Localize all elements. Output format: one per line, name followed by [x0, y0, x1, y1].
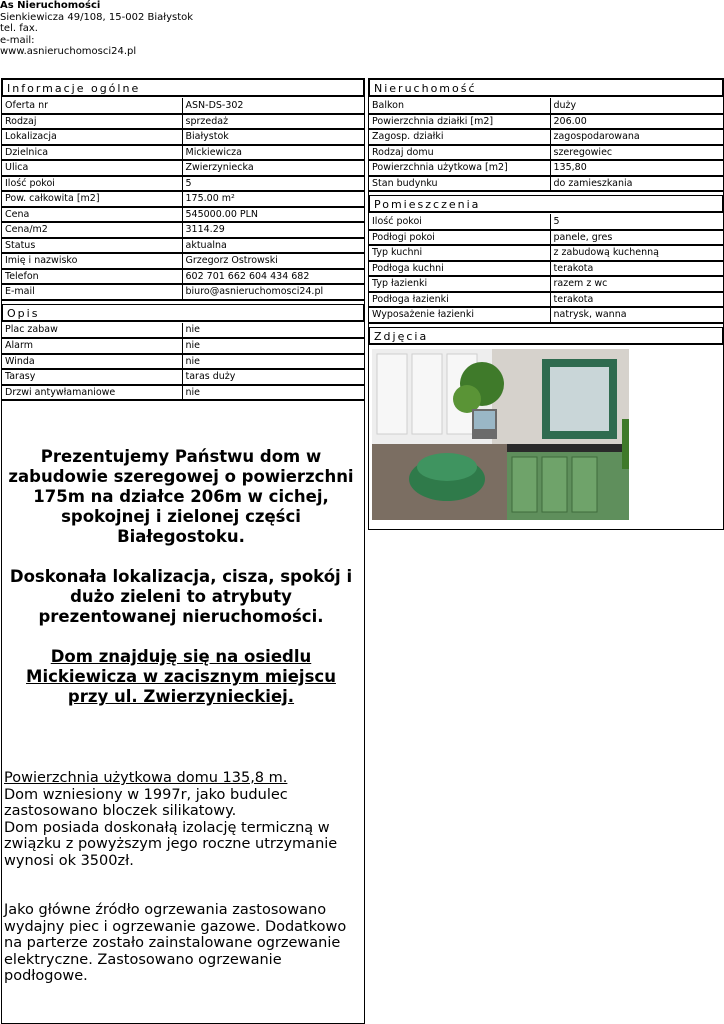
pomieszczenia-table — [369, 214, 723, 324]
nieruchomosc-row-label: Zagosp. działki — [369, 129, 550, 145]
agency-name: As Nieruchomości — [0, 0, 101, 11]
info-row — [2, 253, 364, 269]
opis-row-value: nie — [182, 354, 364, 370]
info-row-value: Grzegorz Ostrowski — [182, 253, 364, 269]
pomieszczenia-row — [369, 276, 723, 292]
info-row — [2, 284, 364, 300]
section-title-opis: Opis — [2, 304, 364, 322]
nieruchomosc-row — [369, 160, 723, 176]
opis-row-value: taras duży — [182, 369, 364, 385]
info-row-value: aktualna — [182, 238, 364, 254]
info-row — [2, 145, 364, 161]
info-row-value: 3114.29 — [182, 222, 364, 238]
info-row-label: E-mail — [2, 284, 182, 300]
info-row-value: Mickiewicza — [182, 145, 364, 161]
section-title-zdjecia: Zdjęcia — [369, 327, 723, 345]
info-row — [2, 176, 364, 192]
pomieszczenia-row-label: Typ łazienki — [369, 276, 550, 292]
description-text — [4, 770, 358, 985]
info-row-label: Ulica — [2, 160, 182, 176]
info-row-label: Imię i nazwisko — [2, 253, 182, 269]
info-row — [2, 98, 364, 114]
opis-table — [2, 323, 364, 402]
info-row-value: Białystok — [182, 129, 364, 145]
info-row-label: Pow. całkowita [m2] — [2, 191, 182, 207]
pomieszczenia-row-value: z zabudową kuchenną — [550, 245, 723, 261]
opis-row-label: Winda — [2, 354, 182, 370]
pomieszczenia-row-value: terakota — [550, 292, 723, 308]
nieruchomosc-row — [369, 176, 723, 192]
info-row — [2, 191, 364, 207]
opis-row — [2, 338, 364, 354]
info-table — [2, 98, 364, 301]
info-row-value: sprzedaż — [182, 114, 364, 130]
interior-photo-image — [372, 349, 629, 520]
photo-container — [369, 346, 723, 521]
nieruchomosc-row-label: Balkon — [369, 98, 550, 114]
pomieszczenia-row — [369, 292, 723, 308]
pomieszczenia-row-label: Wyposażenie łazienki — [369, 307, 550, 323]
nieruchomosc-table — [369, 98, 723, 192]
opis-row — [2, 369, 364, 385]
info-row — [2, 114, 364, 130]
info-row — [2, 238, 364, 254]
nieruchomosc-row-value: 135,80 — [550, 160, 723, 176]
pomieszczenia-row-label: Podłoga łazienki — [369, 292, 550, 308]
info-row-label: Ilość pokoi — [2, 176, 182, 192]
agency-website[interactable]: www.asnieruchomosci24.pl — [0, 46, 137, 57]
nieruchomosc-row-value: do zamieszkania — [550, 176, 723, 192]
pomieszczenia-row-value: razem z wc — [550, 276, 723, 292]
pomieszczenia-row — [369, 261, 723, 277]
desc-p3: Jako główne źródło ogrzewania zastosowano wydajny piec i ogrzewanie gazowe. Dodatkowo na parterze zostało zainstalowane ogrzewanie elektryczne. Zastosowano ogrzewanie podłogowe. — [4, 902, 347, 984]
info-row — [2, 207, 364, 223]
nieruchomosc-row — [369, 145, 723, 161]
info-row-label: Cena/m2 — [2, 222, 182, 238]
nieruchomosc-row — [369, 114, 723, 130]
nieruchomosc-row-value: 206.00 — [550, 114, 723, 130]
nieruchomosc-row-label: Powierzchnia działki [m2] — [369, 114, 550, 130]
opis-row-label: Drzwi antywłamaniowe — [2, 385, 182, 401]
info-row — [2, 269, 364, 285]
info-row — [2, 160, 364, 176]
pomieszczenia-row-label: Typ kuchni — [369, 245, 550, 261]
section-title-pomieszczenia: Pomieszczenia — [369, 195, 723, 213]
pomieszczenia-row-value: 5 — [550, 214, 723, 230]
info-row — [2, 129, 364, 145]
agency-header — [0, 0, 193, 58]
desc-p1: Dom wzniesiony w 1997r, jako budulec zastosowano bloczek silikatowy. — [4, 786, 288, 819]
info-row — [2, 222, 364, 238]
nieruchomosc-row — [369, 129, 723, 145]
info-row-value: biuro@asnieruchomosci24.pl — [182, 284, 364, 300]
property-photo[interactable] — [372, 349, 629, 520]
description-highlight — [4, 447, 358, 727]
opis-row — [2, 323, 364, 339]
info-row-label: Lokalizacja — [2, 129, 182, 145]
info-row-label: Dzielnica — [2, 145, 182, 161]
opis-row — [2, 385, 364, 401]
nieruchomosc-row-value: szeregowiec — [550, 145, 723, 161]
nieruchomosc-row-label: Powierzchnia użytkowa [m2] — [369, 160, 550, 176]
info-row-label: Cena — [2, 207, 182, 223]
nieruchomosc-row-label: Stan budynku — [369, 176, 550, 192]
agency-address: Sienkiewicza 49/108, 15-002 Białystok — [0, 11, 194, 23]
info-row-value: 5 — [182, 176, 364, 192]
pomieszczenia-row-label: Podłoga kuchni — [369, 261, 550, 277]
opis-row-label: Plac zabaw — [2, 323, 182, 339]
info-row-label: Telefon — [2, 269, 182, 285]
info-row-value: 175.00 m² — [182, 191, 364, 207]
opis-row — [2, 354, 364, 370]
pomieszczenia-row — [369, 245, 723, 261]
nieruchomosc-row — [369, 98, 723, 114]
pomieszczenia-row-value: terakota — [550, 261, 723, 277]
desc-bold-p2: Doskonała lokalizacja, cisza, spokój i dużo zieleni to atrybuty prezentowanej nieruchomości. — [9, 567, 353, 626]
section-title-info: Informacje ogólne — [2, 79, 364, 97]
opis-row-value: nie — [182, 385, 364, 401]
opis-row-value: nie — [182, 323, 364, 339]
opis-row-label: Tarasy — [2, 369, 182, 385]
right-column — [368, 78, 724, 530]
pomieszczenia-row-value: natrysk, wanna — [550, 307, 723, 323]
opis-row-label: Alarm — [2, 338, 182, 354]
pomieszczenia-row — [369, 230, 723, 246]
info-row-value: 602 701 662 604 434 682 — [182, 269, 364, 285]
pomieszczenia-row-label: Ilość pokoi — [369, 214, 550, 230]
agency-email: e-mail: — [0, 34, 35, 46]
nieruchomosc-row-value: zagospodarowana — [550, 129, 723, 145]
info-row-label: Oferta nr — [2, 98, 182, 114]
info-row-label: Status — [2, 238, 182, 254]
pomieszczenia-row-label: Podłogi pokoi — [369, 230, 550, 246]
pomieszczenia-row-value: panele, gres — [550, 230, 723, 246]
section-title-nieruchomosc: Nieruchomość — [369, 79, 723, 97]
info-row-value: 545000.00 PLN — [182, 207, 364, 223]
nieruchomosc-row-value: duży — [550, 98, 723, 114]
pomieszczenia-row — [369, 307, 723, 323]
desc-p2: Dom posiada doskonałą izolację termiczną w związku z powyższym jego roczne utrzymanie wynosi ok 3500zł. — [4, 819, 338, 869]
desc-bold-p3: Dom znajduję się na osiedlu Mickiewicza w zacisznym miejscu przy ul. Zwierzynieckiej. — [26, 647, 336, 706]
desc-area: Powierzchnia użytkowa domu 135,8 m. — [4, 770, 288, 786]
pomieszczenia-row — [369, 214, 723, 230]
info-row-value: ASN-DS-302 — [182, 98, 364, 114]
desc-bold-p1: Prezentujemy Państwu dom w zabudowie szeregowej o powierzchni 175m na działce 206m w cichej, spokojnej i zielonej części Białegostoku. — [8, 447, 354, 546]
info-row-value: Zwierzyniecka — [182, 160, 364, 176]
opis-row-value: nie — [182, 338, 364, 354]
nieruchomosc-row-label: Rodzaj domu — [369, 145, 550, 161]
agency-fax: tel. fax. — [0, 23, 38, 34]
info-row-label: Rodzaj — [2, 114, 182, 130]
